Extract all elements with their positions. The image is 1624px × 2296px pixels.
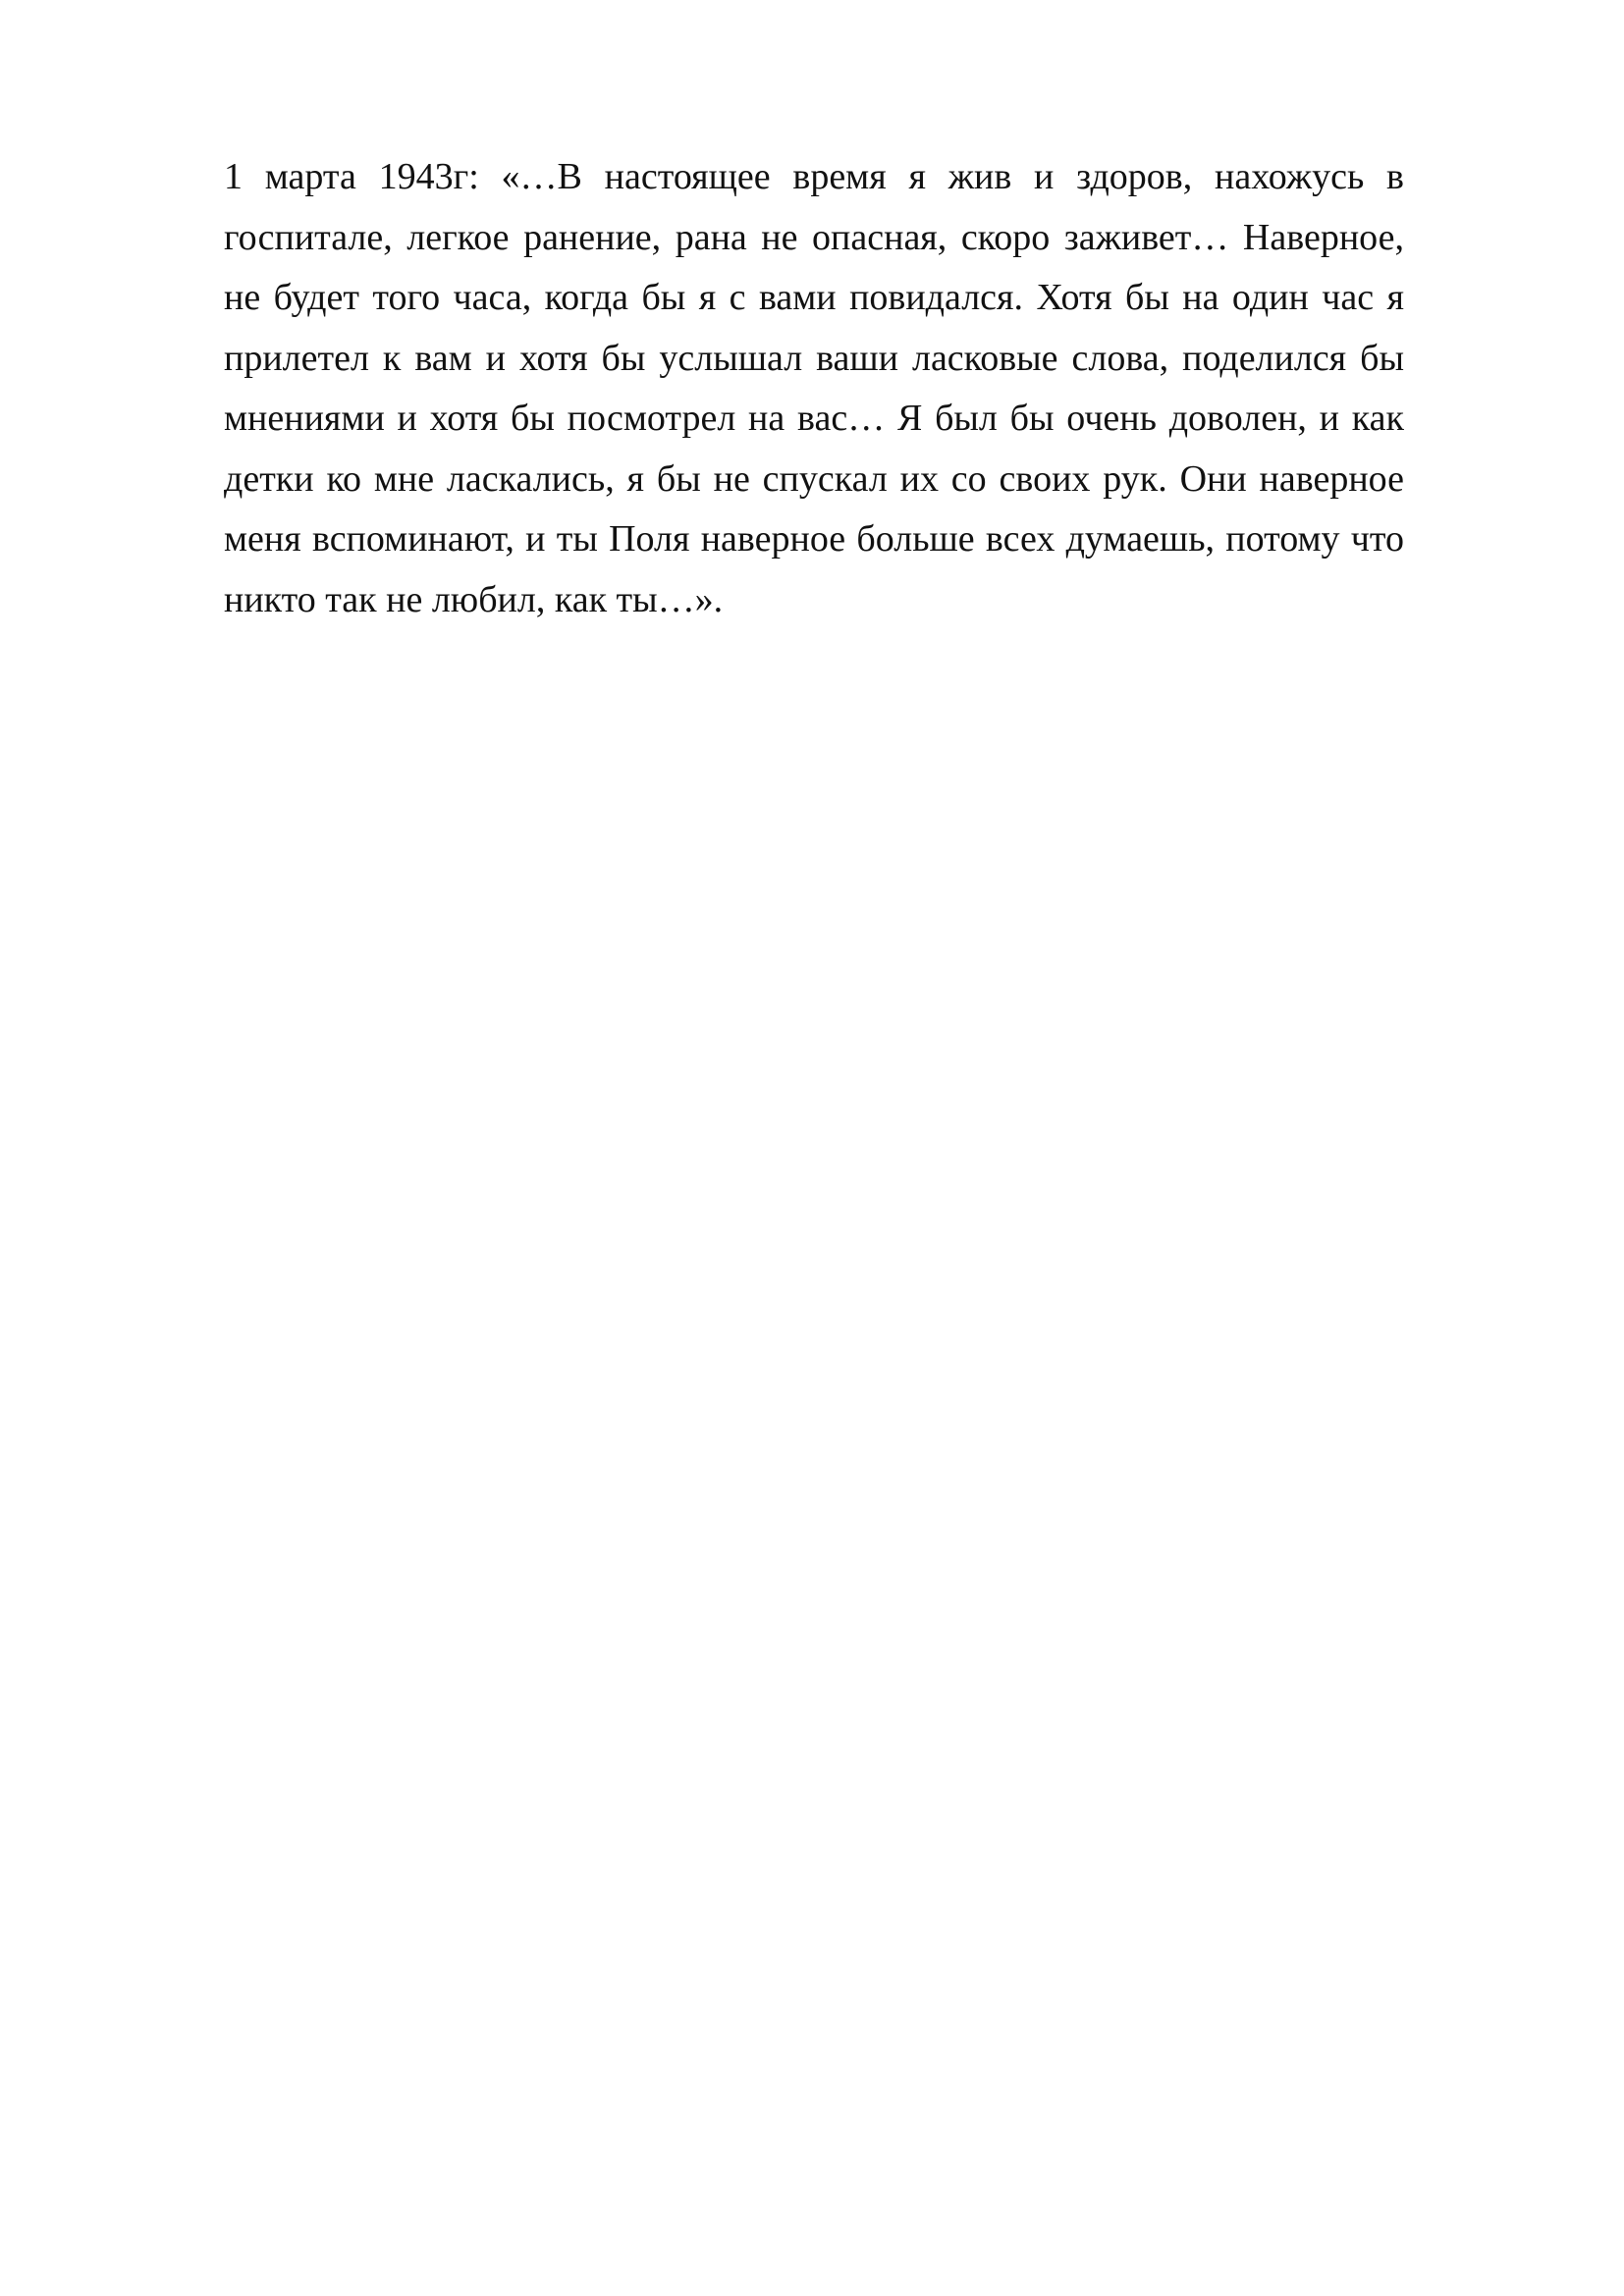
document-body xyxy=(224,147,1404,630)
letter-excerpt-paragraph: 1 марта 1943г: «…В настоящее время я жив и здоров, нахожусь в госпитале, легкое ранение, рана не опасная, скоро заживет… Наверное, не будет того часа, когда бы я с вами повидался. Хотя бы на один час я прилетел к вам и хотя бы услышал ваши ласковые слова, поделился бы мнениями и хотя бы посмотрел на вас… Я был бы очень доволен, и как детки ко мне ласкались, я бы не спускал их со своих рук. Они наверное меня вспоминают, и ты Поля наверное больше всех думаешь, потому что никто так не любил, как ты…». xyxy=(224,156,1404,620)
